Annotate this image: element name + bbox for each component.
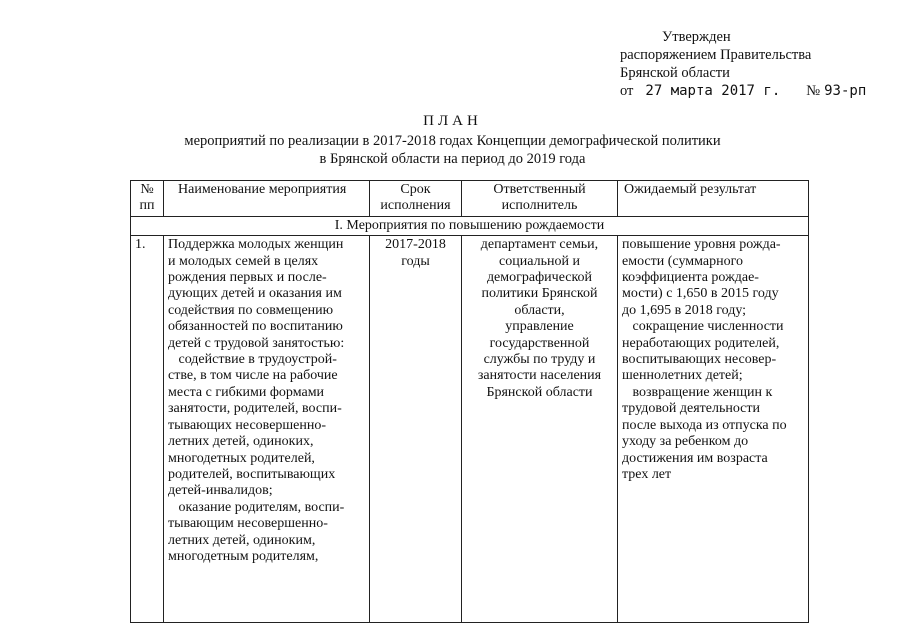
header-term [370,181,462,217]
result-line: воспитывающих несовер- [622,352,777,368]
measure-name-line: тывающих несовершенно- [168,417,327,433]
header-number-line2: пп [139,198,155,214]
header-responsible-line1: Ответственный [493,182,586,197]
header-term-line1: Срок [400,182,431,197]
measure-name-line: занятости, родителей, воспи- [168,401,342,417]
measure-name-line: детей-инвалидов; [168,483,273,499]
term-line: годы [401,253,430,269]
result-line: повышение уровня рожда- [622,237,781,253]
measure-name-line: летних детей, одиноких, [168,434,314,450]
table-header-row [131,181,809,217]
responsible-line: области, [514,302,565,318]
approval-line-decree: распоряжением Правительства [620,47,812,63]
approval-date-line [620,82,866,100]
result-line: трудовой деятельности [622,401,760,417]
section-row [131,216,809,235]
responsible-line: Брянской области [486,384,593,400]
table-row [131,236,809,623]
header-responsible [462,181,618,217]
result-line: трех лет [622,466,672,482]
result-line: шеннолетних детей; [622,368,743,384]
title-line-1: мероприятий по реализации в 2017-2018 годах Концепции демографической политики [184,133,721,149]
term-line: 2017-2018 [385,237,446,253]
plan-table [130,180,809,623]
measure-name-line: родителей, воспитывающих [168,466,336,482]
approval-line-region: Брянской области [620,65,730,81]
result-line: неработающих родителей, [622,335,780,351]
header-responsible-line2: исполнитель [501,198,578,214]
approval-line-approved: Утвержден [662,29,731,45]
responsible-line: социальной и [499,253,580,269]
responsible-line: государственной [489,335,590,351]
result-line: достижения им возраста [622,450,768,466]
header-term-line2: исполнения [380,198,451,214]
result-line: коэффициента рождае- [622,270,759,286]
measure-name-line: содействия по совмещению [168,302,334,318]
responsible-line: демографической [486,270,593,286]
title-heading: ПЛАН [423,113,482,129]
responsible-lines [466,237,613,401]
measure-name-line: обязанностей по воспитанию [168,319,343,335]
approval-number: 93-рп [824,83,867,99]
measure-name-line: стве, в том числе на рабочие [168,368,338,384]
measure-name-line: летних детей, одиноким, [168,532,316,548]
measure-name-line: детей с трудовой занятостью: [168,335,345,351]
header-number [131,181,164,217]
measure-name-line: многодетных родителей, [168,450,315,466]
approval-stamp [620,28,866,100]
row-result [618,236,809,623]
measure-name-lines [168,237,365,565]
document-title [0,112,905,168]
title-line-2: в Брянской области на период до 2019 года [319,151,586,167]
result-lines [622,237,804,483]
row-responsible [462,236,618,623]
row-term [370,236,462,623]
measure-name-line: рождения первых и после- [168,270,327,286]
header-name: Наименование мероприятия [164,181,370,217]
measure-name-line: и молодых семей в целях [168,253,319,269]
result-line: уходу за ребенком до [622,434,749,450]
responsible-line: службы по труду и [483,352,596,368]
responsible-line: управление [505,319,574,335]
measure-name-line: места с гибкими формами [168,384,325,400]
result-line: после выхода из отпуска по [622,417,787,433]
approval-number-label: № [806,83,821,99]
measure-name-line: Поддержка молодых женщин [168,237,344,253]
section-title: I. Мероприятия по повышению рождаемости [131,216,809,235]
responsible-line: политики Брянской [481,286,598,302]
measure-name-line: содействие в трудоустрой- [168,352,337,368]
result-line: возвращение женщин к [622,384,773,400]
measure-name-line: тывающим несовершенно- [168,516,328,532]
responsible-line: занятости населения [477,368,602,384]
term-lines [374,237,457,270]
result-line: емости (суммарного [622,253,743,269]
row-measure-name [164,236,370,623]
approval-date: 27 марта 2017 г. [645,83,781,99]
result-line: сокращение численности [622,319,784,335]
measure-name-line: оказание родителям, воспи- [168,499,345,515]
measure-name-line: дующих детей и оказания им [168,286,342,302]
header-number-line1: № [140,182,154,197]
result-line: до 1,695 в 2018 году; [622,302,747,318]
measure-name-line: многодетным родителям, [168,548,319,564]
header-result: Ожидаемый результат [618,181,809,217]
responsible-line: департамент семьи, [480,237,599,253]
result-line: мости) с 1,650 в 2015 году [622,286,779,302]
approval-from-label: от [620,83,634,99]
row-number: 1. [131,236,164,623]
